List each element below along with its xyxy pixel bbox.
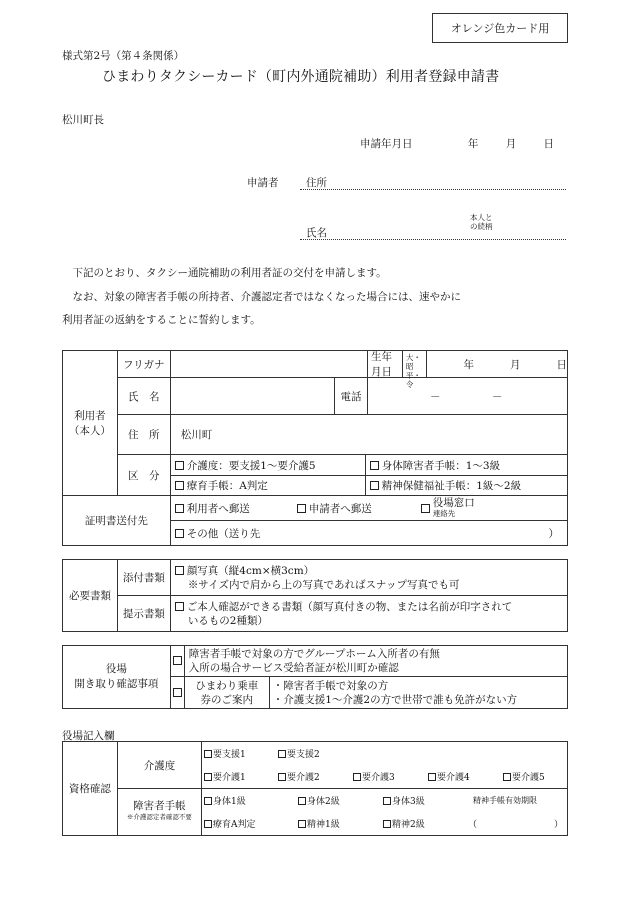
care-opt-care4-label: 要介護4 <box>437 773 470 783</box>
era-option-2: 平・令 <box>405 371 421 389</box>
care-opt-support2-label: 要支援2 <box>287 750 320 760</box>
hb-opt-mental1[interactable] <box>298 817 383 830</box>
office-check-item2-label-1: ひまわり乗車 <box>195 679 259 692</box>
checkbox-icon[interactable] <box>370 461 379 470</box>
option-ryoiku[interactable] <box>171 476 366 495</box>
card-type-badge: オレンジ色カード用 <box>432 13 568 43</box>
care-opt-support2[interactable] <box>278 747 320 760</box>
office-check-item2-box[interactable] <box>170 677 184 709</box>
birth-month: 月 <box>510 358 521 371</box>
required-docs-table <box>62 559 568 632</box>
category-label: 区 分 <box>117 455 170 496</box>
birth-year: 年 <box>463 358 474 371</box>
applicant-name-label: 氏名 <box>306 227 327 239</box>
send-option-user-label: 利用者へ郵送 <box>186 502 250 515</box>
option-mental-label: 精神保健福祉手帳：1級～2級 <box>381 480 522 492</box>
care-level-options[interactable] <box>202 742 568 789</box>
category-options <box>170 455 567 496</box>
send-option-applicant[interactable] <box>297 501 421 516</box>
birth-day: 日 <box>556 358 567 371</box>
checkbox-icon[interactable] <box>175 504 184 513</box>
checkbox-icon[interactable] <box>428 773 436 781</box>
user-section-label-1: 利用者 <box>74 410 106 422</box>
care-opt-care3[interactable] <box>353 770 428 783</box>
official-table <box>62 741 568 836</box>
applicant-address-field[interactable] <box>300 175 566 190</box>
page-title: ひまわりタクシーカード（町内外通院補助）利用者登録申請書 <box>102 69 500 85</box>
send-to-options <box>170 496 567 546</box>
applicant-label: 申請者 <box>247 177 279 189</box>
office-check-item1-line1: 障害者手帳で対象の方でグループホーム入所者の有無 <box>188 648 440 660</box>
handbook-label <box>117 789 201 836</box>
handbook-note: ※介護認定者確認不要 <box>126 813 192 821</box>
office-check-item2-label <box>185 677 270 708</box>
office-check-item2-line1: ・障害者手帳で対象の方 <box>272 679 389 692</box>
era-option-1: 大・昭 <box>405 353 421 371</box>
option-physical-label: 身体障害者手帳：1～3級 <box>381 459 501 472</box>
office-check-item2 <box>184 677 567 709</box>
handbook-options[interactable] <box>202 789 568 836</box>
hb-opt-phys2[interactable] <box>298 794 383 807</box>
office-check-table <box>62 645 568 709</box>
office-check-label <box>63 646 171 709</box>
form-number: 様式第2号（第４条関係） <box>62 50 185 62</box>
attach-doc-note: ※サイズ内で肩から上の写真であればスナップ写真でも可 <box>187 578 460 591</box>
furigana-input[interactable] <box>170 351 367 378</box>
care-opt-care1-label: 要介護1 <box>213 773 246 783</box>
name-input[interactable] <box>170 378 334 415</box>
expiry-close: ） <box>554 820 564 830</box>
checkbox-icon[interactable] <box>503 773 511 781</box>
office-check-item1-line2: 入所の場合サービス受給者証が松川町か確認 <box>188 662 399 674</box>
care-opt-care1[interactable] <box>204 770 278 783</box>
applicant-name-field[interactable] <box>300 225 566 240</box>
qualification-label: 資格確認 <box>63 742 118 836</box>
birthdate-cell[interactable] <box>368 351 568 389</box>
send-option-user[interactable] <box>175 501 297 516</box>
checkbox-icon[interactable] <box>298 820 306 828</box>
checkbox-icon[interactable] <box>173 688 182 697</box>
option-ryoiku-label: 療育手帳：A判定 <box>186 480 268 492</box>
required-docs-label: 必要書類 <box>63 560 118 632</box>
checkbox-icon[interactable] <box>175 566 184 575</box>
show-doc-line-1: ご本人確認ができる書類（顔写真付きの物、または名前が印字されて <box>186 600 513 613</box>
attach-docs-label: 添付書類 <box>117 560 170 596</box>
addressee: 松川町長 <box>62 114 104 126</box>
office-check-item1 <box>184 646 567 677</box>
checkbox-icon[interactable] <box>297 504 306 513</box>
date-day: 日 <box>543 138 555 150</box>
hb-opt-phys2-label: 身体2級 <box>307 797 340 807</box>
care-opt-care2[interactable] <box>278 770 353 783</box>
checkbox-icon[interactable] <box>204 797 212 805</box>
checkbox-icon[interactable] <box>175 529 184 538</box>
show-doc-line-2: いるもの2種類） <box>187 614 268 627</box>
send-other-close: ） <box>548 527 559 540</box>
hb-opt-phys3-label: 身体3級 <box>392 797 425 807</box>
checkbox-icon[interactable] <box>278 750 286 758</box>
send-option-other[interactable] <box>175 526 261 541</box>
hb-opt-mental1-label: 精神1級 <box>307 820 340 830</box>
user-info-table <box>62 350 568 546</box>
option-care-level-label: 介護度：要支援1～要介護5 <box>186 459 316 472</box>
hb-opt-ryoiku-label: 療育A判定 <box>213 820 256 830</box>
official-section-label: 役場記入欄 <box>62 730 115 742</box>
date-month: 月 <box>505 138 517 150</box>
phone-label: 電話 <box>335 378 368 415</box>
application-date[interactable] <box>360 136 554 151</box>
expiry-open: （ <box>468 820 478 830</box>
option-mental[interactable] <box>366 476 521 495</box>
checkbox-icon[interactable] <box>298 797 306 805</box>
checkbox-icon[interactable] <box>204 773 212 781</box>
birthdate-label: 生年月日 <box>368 351 403 377</box>
checkbox-icon[interactable] <box>204 750 212 758</box>
contact-label: 連絡先 <box>432 509 456 518</box>
send-option-other-label: その他（送り先 <box>186 527 261 540</box>
date-year: 年 <box>467 138 479 150</box>
option-physical[interactable] <box>366 455 500 475</box>
care-opt-care2-label: 要介護2 <box>287 773 320 783</box>
attach-docs-content[interactable] <box>170 560 567 596</box>
era-selector[interactable] <box>403 351 427 389</box>
mental-expiry-label: 精神手帳有効期限 <box>473 796 538 805</box>
checkbox-icon[interactable] <box>204 820 212 828</box>
checkbox-icon[interactable] <box>278 773 286 781</box>
show-docs-label: 提示書類 <box>117 596 170 632</box>
intro-line-3: 利用者証の返納をすることに誓約します。 <box>62 314 261 326</box>
intro-line-2: なお、対象の障害者手帳の所持者、介護認定者ではなくなった場合には、速やかに <box>62 291 461 303</box>
care-opt-care5-label: 要介護5 <box>512 773 545 783</box>
care-opt-care4[interactable] <box>428 770 503 783</box>
mental-expiry-field[interactable] <box>468 817 563 830</box>
user-section-label-2: （本人） <box>68 425 111 437</box>
intro-line-1: 下記のとおり、タクシー通院補助の利用者証の交付を申請します。 <box>62 267 387 279</box>
handbook-title: 障害者手帳 <box>133 800 186 812</box>
checkbox-icon[interactable] <box>370 481 379 490</box>
address-label: 住 所 <box>117 415 170 455</box>
application-date-label: 申請年月日 <box>360 138 413 150</box>
care-opt-care5[interactable] <box>503 770 545 783</box>
office-check-label-2: 開き取り確認事項 <box>74 678 159 690</box>
care-opt-support1[interactable] <box>204 747 278 760</box>
checkbox-icon[interactable] <box>175 602 184 611</box>
checkbox-icon[interactable] <box>175 461 184 470</box>
hb-opt-mental2[interactable] <box>383 817 468 830</box>
care-opt-care3-label: 要介護3 <box>362 773 395 783</box>
checkbox-icon[interactable] <box>353 773 361 781</box>
option-care-level[interactable] <box>171 455 366 475</box>
phone-dash-2: － <box>491 390 503 403</box>
relation-label-line1: 本人と <box>470 213 493 222</box>
hb-opt-phys3[interactable] <box>383 794 473 807</box>
checkbox-icon[interactable] <box>421 504 430 513</box>
care-level-label: 介護度 <box>117 742 201 789</box>
send-to-label: 証明書送付先 <box>63 496 171 546</box>
send-option-applicant-label: 申請者へ郵送 <box>308 502 372 515</box>
phone-dash-1: － <box>430 390 441 403</box>
user-section-label <box>63 351 118 496</box>
checkbox-icon[interactable] <box>383 820 391 828</box>
office-check-label-1: 役場 <box>105 663 127 675</box>
address-input[interactable] <box>170 415 567 455</box>
care-opt-support1-label: 要支援1 <box>213 750 246 760</box>
send-option-office[interactable] <box>421 498 475 518</box>
relation-label-line2: の続柄 <box>470 222 493 231</box>
name-label: 氏 名 <box>117 378 170 415</box>
checkbox-icon[interactable] <box>383 797 391 805</box>
checkbox-icon[interactable] <box>173 656 182 665</box>
checkbox-icon[interactable] <box>175 481 184 490</box>
hb-opt-ryoiku[interactable] <box>204 817 298 830</box>
applicant-address-label: 住所 <box>306 177 327 189</box>
hb-opt-mental2-label: 精神2級 <box>392 820 425 830</box>
furigana-label: フリガナ <box>117 351 170 378</box>
office-check-item2-label-2: 券のご案内 <box>200 693 253 706</box>
hb-opt-phys1[interactable] <box>204 794 298 807</box>
office-check-item2-line2: ・介護支援1～介護2の方で世帯で誰も免許がない方 <box>272 693 518 706</box>
office-check-item1-box[interactable] <box>170 646 184 677</box>
attach-doc-photo: 顔写真（縦4cm×横3cm） <box>186 564 315 577</box>
show-docs-content[interactable] <box>170 596 567 632</box>
hb-opt-phys1-label: 身体1級 <box>213 797 246 807</box>
send-option-office-label: 役場窓口 <box>432 497 475 509</box>
phone-input[interactable] <box>368 378 568 415</box>
address-value: 松川町 <box>180 429 213 441</box>
